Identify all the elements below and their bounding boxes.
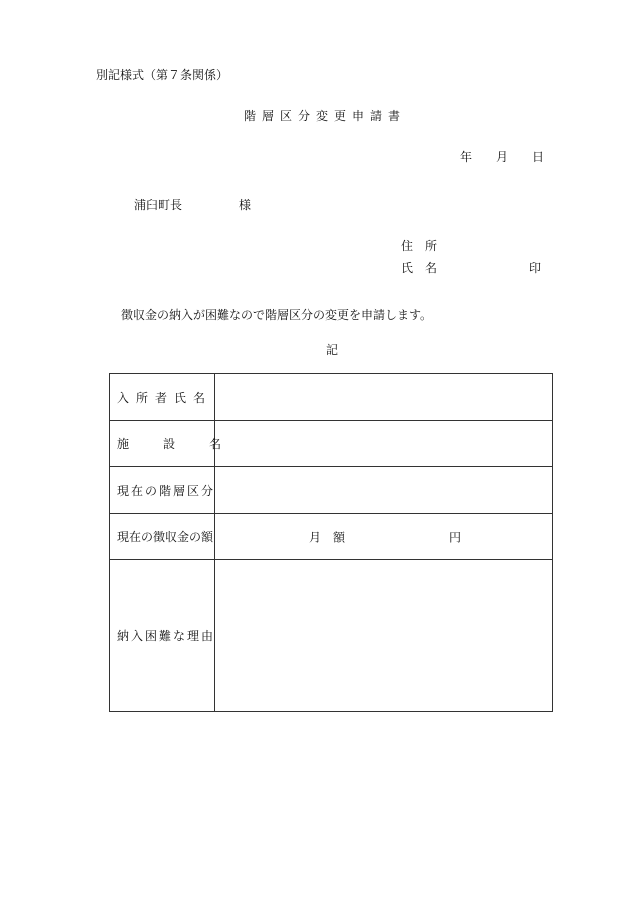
table-row — [110, 514, 553, 560]
resident-name-field[interactable] — [215, 374, 553, 421]
current-tier-field[interactable] — [215, 467, 553, 514]
row-label-facility-name: 施設名 — [110, 421, 215, 467]
row-label-current-fee: 現在の徴収金の額 — [110, 514, 215, 560]
address-label: 住 所 — [401, 239, 438, 253]
table-row — [110, 560, 553, 712]
date-month-label: 月 — [496, 150, 509, 164]
seal-mark: 印 — [529, 261, 542, 275]
current-fee-field[interactable] — [215, 514, 553, 560]
reason-field[interactable] — [215, 560, 553, 712]
table-row — [110, 374, 553, 421]
yen-unit: 円 — [449, 530, 462, 544]
monthly-amount-label: 月 額 — [309, 530, 346, 544]
ki-label: 記 — [326, 343, 339, 357]
table-row — [110, 467, 553, 514]
row-label-reason: 納入困難な理由 — [110, 560, 215, 712]
row-label-resident-name: 入所者氏名 — [110, 374, 215, 421]
name-label: 氏 名 — [401, 261, 438, 275]
row-label-current-tier: 現在の階層区分 — [110, 467, 215, 514]
application-table — [109, 373, 553, 712]
facility-name-field[interactable] — [215, 421, 553, 467]
table-row — [110, 421, 553, 467]
body-text: 徴収金の納入が困難なので階層区分の変更を申請します。 — [121, 308, 433, 322]
page-title: 階層区分変更申請書 — [244, 109, 407, 123]
addressee-honorific: 様 — [239, 198, 252, 212]
date-year-label: 年 — [460, 150, 473, 164]
form-reference: 別記様式（第７条関係） — [96, 68, 229, 82]
date-day-label: 日 — [532, 150, 545, 164]
addressee-name: 浦臼町長 — [134, 198, 183, 212]
